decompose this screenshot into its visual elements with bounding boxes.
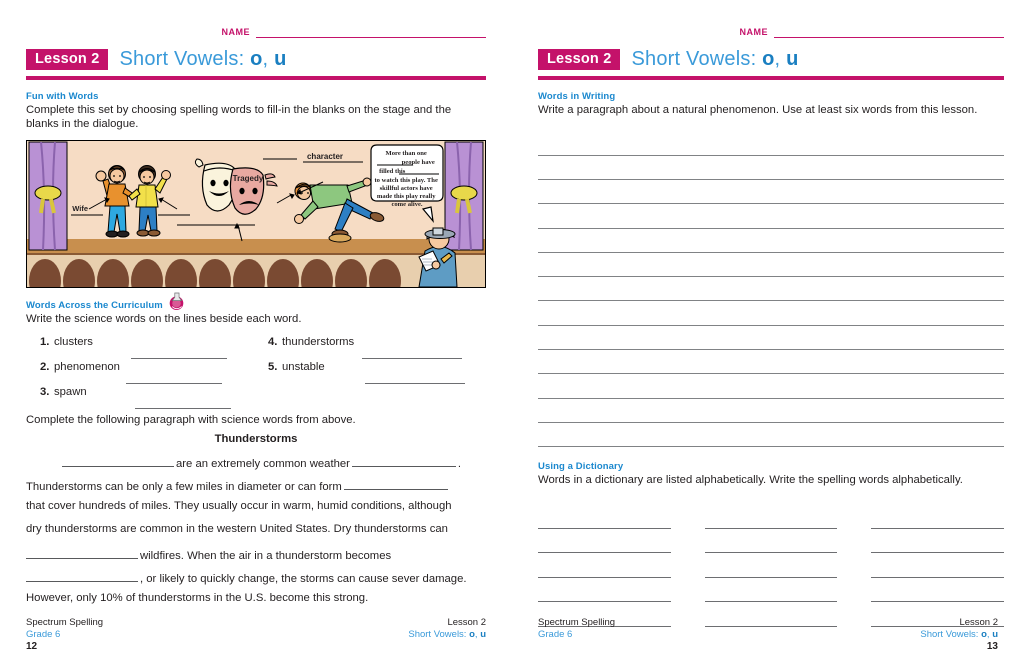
stage-illustration-svg [26,140,486,288]
word-text-5: unstable [282,361,325,374]
cloze-line-3 [26,500,486,523]
using-a-dictionary-instructions: Words in a dictionary are listed alphabetically. Write the spelling words alphabetically. [538,474,963,487]
dictionary-line[interactable] [705,504,838,529]
dictionary-line[interactable] [705,553,838,578]
word-item-2 [40,361,258,386]
footer-grade: Grade 6 [26,629,61,641]
writing-line[interactable] [538,374,1004,398]
name-label: NAME [221,27,250,37]
name-field-row-right [538,0,1004,38]
dictionary-line[interactable] [538,578,671,603]
word-text-2: phenomenon [54,361,120,374]
word-number-1: 1. [40,336,50,349]
speech-line-2: people have [401,159,435,167]
words-in-writing-instructions: Write a paragraph about a natural phenomenon. Use at least six words from this lesson. [538,103,978,116]
word-text-3: spawn [54,386,87,399]
word-item-4 [268,336,486,361]
cloze-text-1: are an extremely common weather [176,458,350,471]
section-heading-words-across-curriculum [26,299,486,311]
footer-lesson-right: Lesson 2 [959,616,998,628]
tragedy-mask-label: Tragedy [232,174,264,184]
word-item-5 [268,361,486,386]
writing-line[interactable] [538,156,1004,180]
cloze-text-5: wildfires. When the air in a thunderstorm becomes [140,550,392,563]
character-label: character [306,152,344,162]
name-write-line-right[interactable] [774,36,1004,38]
word-text-1: clusters [54,336,93,349]
writing-line[interactable] [538,204,1004,228]
word-item-3 [40,386,258,411]
cloze-blank-2[interactable] [352,454,456,467]
word-number-4: 4. [268,336,278,349]
science-words-grid [26,336,486,411]
word-answer-line-2[interactable] [126,382,222,384]
footer-book-title: Spectrum Spelling [26,616,104,628]
writing-line[interactable] [538,326,1004,350]
writing-line[interactable] [538,277,1004,301]
footer-topic-right: Short Vowels: o, u [920,629,998,641]
page-title-right: Short Vowels: o, u [631,48,799,70]
writing-line[interactable] [538,229,1004,253]
dictionary-answer-grid [538,504,1004,627]
stage-curtain-left [29,142,67,250]
dictionary-line[interactable] [871,529,1004,554]
word-number-5: 5. [268,361,278,374]
footer-lesson: Lesson 2 [447,616,486,628]
speech-line-6: made this play really [376,193,436,201]
name-field-row [26,0,486,38]
footer-book-title-right: Spectrum Spelling [538,616,616,628]
audience-silhouettes [29,259,401,288]
footer-page-number: 12 [26,641,38,653]
writing-line[interactable] [538,131,1004,155]
page-title: Short Vowels: o, u [119,48,287,70]
footer-right [538,617,998,654]
speech-line-7: come alive. [391,201,423,209]
dictionary-line[interactable] [871,504,1004,529]
lesson-badge: Lesson 2 [26,49,108,71]
words-across-curriculum-label: Words Across the Curriculum [26,299,163,311]
section-heading-fun-with-words: Fun with Words [26,90,99,102]
writing-lines [538,131,1004,447]
paragraph-title: Thunderstorms [214,433,298,446]
cloze-blank-4[interactable] [26,546,138,559]
cloze-text-4: dry thunderstorms are common in the western United States. Dry thunderstorms can [26,523,448,536]
page-right [512,0,1024,664]
writing-line[interactable] [538,301,1004,325]
header-rule [26,76,486,80]
dictionary-line[interactable] [538,529,671,554]
lesson-header-right [538,48,1004,71]
cloze-line-6 [26,569,486,592]
writing-line[interactable] [538,399,1004,423]
header-rule-right [538,76,1004,80]
footer-grade-right: Grade 6 [538,629,573,641]
cloze-line-5 [26,546,486,569]
speech-line-4: to watch this play. The [374,177,438,185]
footer-left [26,617,486,654]
writing-line[interactable] [538,180,1004,204]
cloze-text-2: Thunderstorms can be only a few miles in diameter or can form [26,481,342,494]
footer-topic: Short Vowels: o, u [408,629,486,641]
writing-line[interactable] [538,253,1004,277]
lesson-badge-right: Lesson 2 [538,49,620,71]
footer-page-number-right: 13 [986,641,998,653]
cloze-blank-3[interactable] [344,477,448,490]
lesson-header [26,48,486,71]
word-number-2: 2. [40,361,50,374]
cloze-text-6: , or likely to quickly change, the storms can cause sever damage. [140,573,467,586]
cloze-paragraph [26,454,486,615]
cloze-text-7: However, only 10% of thunderstorms in the U.S. become this strong. [26,592,369,605]
dictionary-line[interactable] [538,504,671,529]
speech-line-1: More than one [385,150,427,158]
dictionary-line[interactable] [705,578,838,603]
dictionary-line[interactable] [871,578,1004,603]
cloze-line-1 [26,454,486,477]
stage-illustration [26,140,486,288]
word-text-4: thunderstorms [282,336,355,349]
speech-line-3: filled this [379,168,406,176]
name-write-line[interactable] [256,36,486,38]
word-answer-line-1[interactable] [131,357,227,359]
section-heading-words-in-writing: Words in Writing [538,90,616,102]
science-flask-icon [168,292,185,311]
cloze-blank-5[interactable] [26,569,138,582]
speech-line-5: skillful actors have [379,185,433,193]
wife-label: Wife [72,204,88,214]
cloze-line-4 [26,523,486,546]
writing-line[interactable] [538,423,1004,447]
cloze-blank-1[interactable] [62,454,174,467]
name-label-right: NAME [739,27,768,37]
cloze-line-2 [26,477,486,500]
word-answer-line-4[interactable] [362,357,462,359]
dictionary-line[interactable] [705,529,838,554]
dictionary-line[interactable] [538,553,671,578]
fun-with-words-instructions: Complete this set by choosing spelling words to fill-in the blanks on the stage and the blanks in the dialogue. [26,103,452,131]
word-answer-line-5[interactable] [365,382,465,384]
paragraph-instructions: Complete the following paragraph with science words from above. [26,414,356,427]
curriculum-instructions: Write the science words on the lines beside each word. [26,313,302,326]
writing-line[interactable] [538,350,1004,374]
cloze-text-3: that cover hundreds of miles. They usually occur in warm, humid conditions, although [26,500,452,513]
section-heading-using-a-dictionary: Using a Dictionary [538,461,624,473]
word-answer-line-3[interactable] [135,407,231,409]
cloze-period-1: . [457,458,462,471]
dictionary-line[interactable] [871,553,1004,578]
cloze-line-7 [26,592,486,615]
word-number-3: 3. [40,386,50,399]
word-item-1 [40,336,258,361]
